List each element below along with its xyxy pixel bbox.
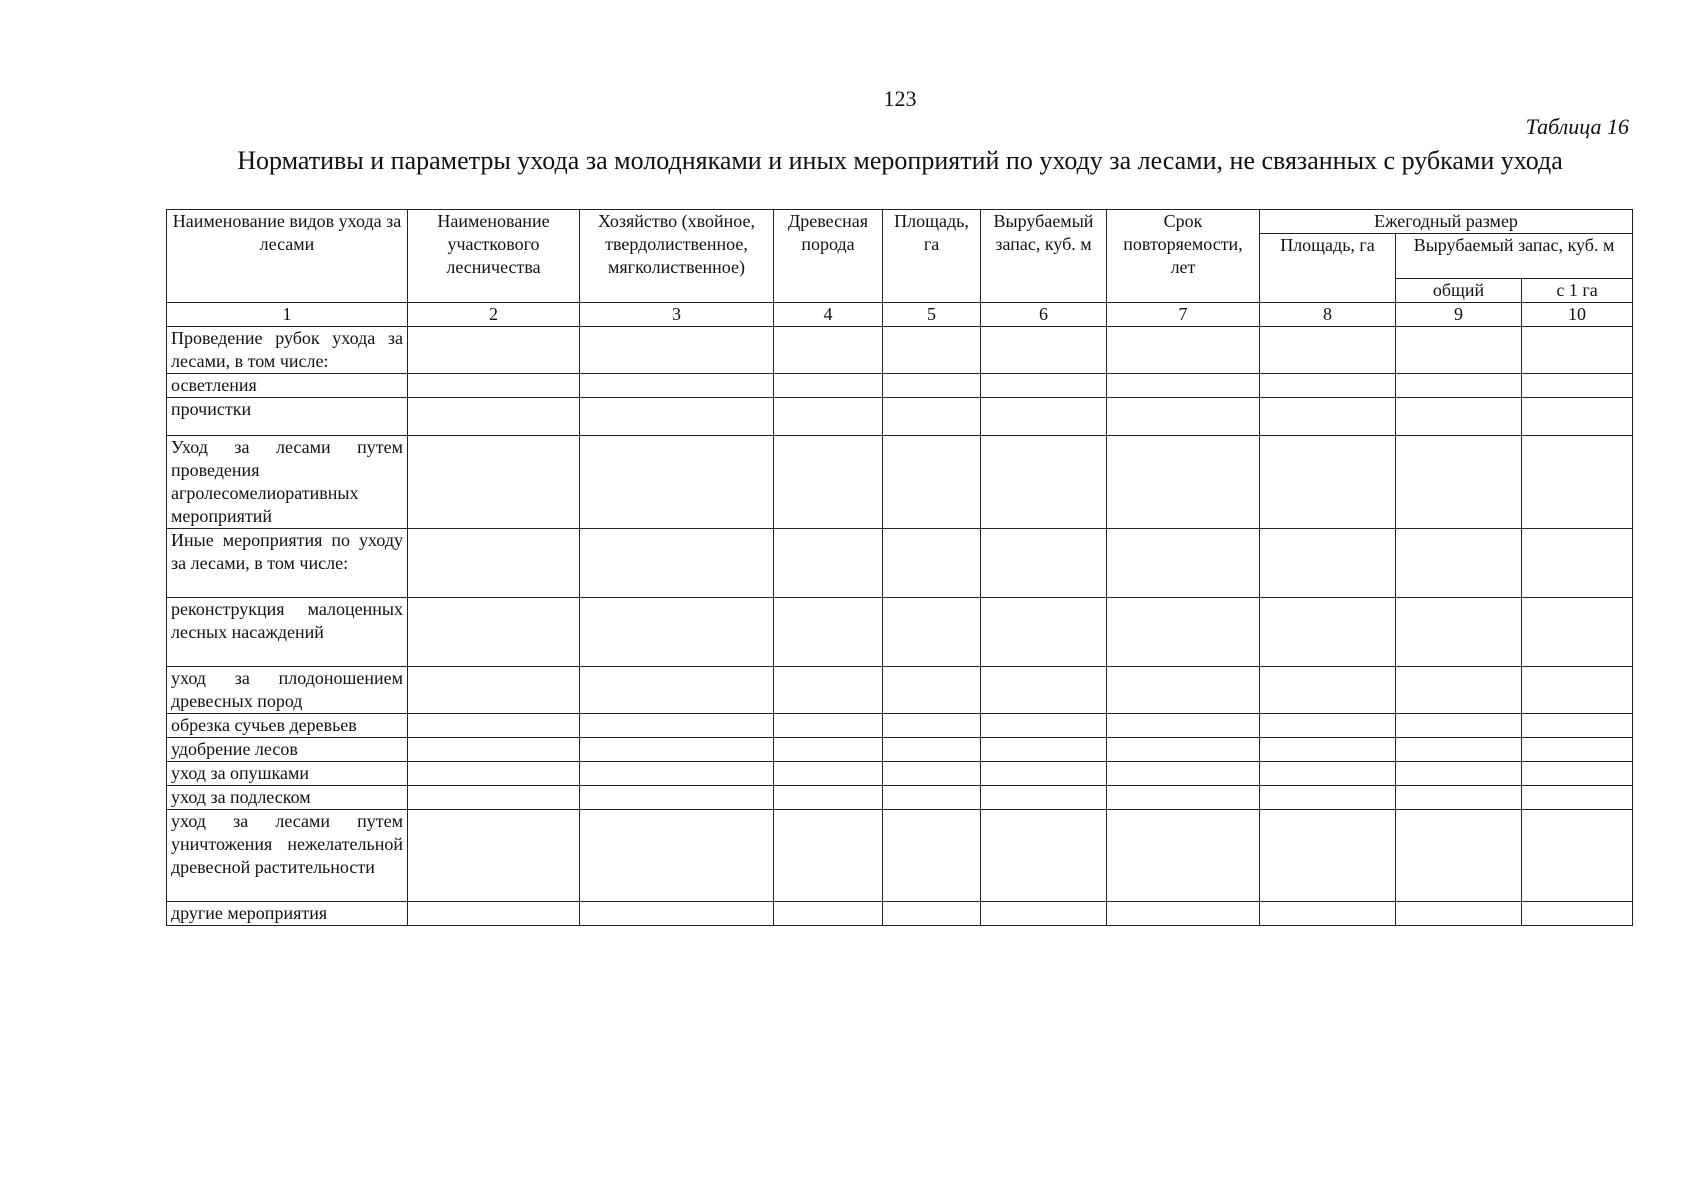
header-cell: с 1 га — [1522, 279, 1633, 303]
empty-cell — [1260, 529, 1396, 598]
row-label: уход за лесами путем уничтожения нежелательной древесной растительности — [167, 810, 408, 902]
row-label: уход за опушками — [167, 762, 408, 786]
empty-cell — [883, 598, 981, 667]
empty-cell — [580, 786, 774, 810]
row-label: реконструкция малоценных лесных насаждений — [167, 598, 408, 667]
empty-cell — [580, 436, 774, 529]
empty-cell — [883, 810, 981, 902]
empty-cell — [1522, 374, 1633, 398]
empty-cell — [1396, 667, 1522, 714]
empty-cell — [1107, 902, 1260, 926]
empty-cell — [883, 667, 981, 714]
empty-cell — [1260, 738, 1396, 762]
table-row — [167, 738, 1633, 762]
empty-cell — [883, 786, 981, 810]
empty-cell — [1522, 902, 1633, 926]
empty-cell — [774, 714, 883, 738]
row-label: Иные мероприятия по уходу за лесами, в том числе: — [167, 529, 408, 598]
page-number: 123 — [883, 86, 917, 111]
empty-cell — [1107, 810, 1260, 902]
empty-cell — [580, 714, 774, 738]
empty-cell — [1522, 714, 1633, 738]
empty-cell — [580, 529, 774, 598]
header-cell: Наименование участкового лесничества — [408, 210, 580, 303]
header-cell: Наименование видов ухода за лесами — [167, 210, 408, 303]
empty-cell — [580, 902, 774, 926]
empty-cell — [774, 902, 883, 926]
empty-cell — [408, 529, 580, 598]
table-row — [167, 810, 1633, 902]
empty-cell — [1522, 667, 1633, 714]
row-label: Уход за лесами путем проведения агролесомелиоративных мероприятий — [167, 436, 408, 529]
row-label: осветления — [167, 374, 408, 398]
empty-cell — [580, 810, 774, 902]
empty-cell — [1396, 786, 1522, 810]
table-row — [167, 398, 1633, 436]
empty-cell — [1396, 598, 1522, 667]
empty-cell — [1522, 762, 1633, 786]
column-number: 10 — [1522, 303, 1633, 327]
empty-cell — [1396, 327, 1522, 374]
table-row — [167, 598, 1633, 667]
empty-cell — [580, 398, 774, 436]
empty-cell — [580, 598, 774, 667]
column-number: 3 — [580, 303, 774, 327]
empty-cell — [883, 398, 981, 436]
empty-cell — [1396, 762, 1522, 786]
empty-cell — [774, 762, 883, 786]
empty-cell — [1522, 327, 1633, 374]
empty-cell — [774, 529, 883, 598]
empty-cell — [408, 374, 580, 398]
empty-cell — [981, 436, 1107, 529]
empty-cell — [981, 902, 1107, 926]
empty-cell — [774, 327, 883, 374]
empty-cell — [1260, 786, 1396, 810]
empty-cell — [883, 436, 981, 529]
empty-cell — [1396, 810, 1522, 902]
empty-cell — [883, 762, 981, 786]
table-label: Таблица 16 — [1525, 114, 1629, 139]
empty-cell — [408, 762, 580, 786]
empty-cell — [1260, 667, 1396, 714]
empty-cell — [1522, 786, 1633, 810]
header-cell: Древесная порода — [774, 210, 883, 303]
empty-cell — [981, 762, 1107, 786]
empty-cell — [580, 327, 774, 374]
row-label: Проведение рубок ухода за лесами, в том числе: — [167, 327, 408, 374]
empty-cell — [1522, 436, 1633, 529]
header-cell: Площадь, га — [883, 210, 981, 303]
empty-cell — [1107, 398, 1260, 436]
empty-cell — [1260, 902, 1396, 926]
empty-cell — [1396, 436, 1522, 529]
column-number: 2 — [408, 303, 580, 327]
row-label: другие мероприятия — [167, 902, 408, 926]
empty-cell — [408, 810, 580, 902]
empty-cell — [981, 714, 1107, 738]
row-label: уход за подлеском — [167, 786, 408, 810]
empty-cell — [408, 786, 580, 810]
empty-cell — [408, 436, 580, 529]
empty-cell — [1522, 810, 1633, 902]
empty-cell — [883, 738, 981, 762]
empty-cell — [408, 327, 580, 374]
empty-cell — [981, 327, 1107, 374]
empty-cell — [981, 738, 1107, 762]
document-title: Нормативы и параметры ухода за молодняками и иных мероприятий по уходу за лесами, не связанных с рубками ухода — [237, 146, 1563, 175]
empty-cell — [981, 598, 1107, 667]
empty-cell — [774, 598, 883, 667]
header-cell-volume: Вырубаемый запас, куб. м — [1396, 234, 1633, 279]
column-number-row — [167, 303, 1633, 327]
empty-cell — [408, 398, 580, 436]
header-cell: Вырубаемый запас, куб. м — [981, 210, 1107, 303]
header-cell: Срок повторяемости, лет — [1107, 210, 1260, 303]
empty-cell — [1107, 786, 1260, 810]
empty-cell — [1522, 598, 1633, 667]
header-cell-annual: Ежегодный размер — [1260, 210, 1633, 234]
row-label: уход за плодоношением древесных пород — [167, 667, 408, 714]
empty-cell — [1396, 738, 1522, 762]
table-row — [167, 529, 1633, 598]
empty-cell — [1260, 327, 1396, 374]
header-cell: Хозяйство (хвойное, твердолиственное, мягколиственное) — [580, 210, 774, 303]
table-row — [167, 786, 1633, 810]
empty-cell — [1260, 714, 1396, 738]
empty-cell — [408, 714, 580, 738]
empty-cell — [1260, 398, 1396, 436]
empty-cell — [408, 598, 580, 667]
empty-cell — [774, 436, 883, 529]
empty-cell — [580, 667, 774, 714]
empty-cell — [1107, 667, 1260, 714]
empty-cell — [1260, 374, 1396, 398]
empty-cell — [774, 398, 883, 436]
empty-cell — [1107, 436, 1260, 529]
empty-cell — [774, 786, 883, 810]
empty-cell — [1107, 762, 1260, 786]
table-row — [167, 436, 1633, 529]
table-row — [167, 714, 1633, 738]
empty-cell — [1107, 374, 1260, 398]
empty-cell — [1107, 327, 1260, 374]
empty-cell — [883, 714, 981, 738]
empty-cell — [1260, 436, 1396, 529]
empty-cell — [580, 374, 774, 398]
empty-cell — [774, 810, 883, 902]
column-number: 5 — [883, 303, 981, 327]
row-label: обрезка сучьев деревьев — [167, 714, 408, 738]
empty-cell — [981, 786, 1107, 810]
empty-cell — [1107, 598, 1260, 667]
empty-cell — [1107, 714, 1260, 738]
table-row — [167, 667, 1633, 714]
column-number: 6 — [981, 303, 1107, 327]
empty-cell — [580, 762, 774, 786]
empty-cell — [1260, 762, 1396, 786]
row-label: удобрение лесов — [167, 738, 408, 762]
column-number: 9 — [1396, 303, 1522, 327]
empty-cell — [1260, 598, 1396, 667]
empty-cell — [408, 902, 580, 926]
empty-cell — [981, 374, 1107, 398]
empty-cell — [774, 667, 883, 714]
empty-cell — [1396, 398, 1522, 436]
empty-cell — [774, 374, 883, 398]
empty-cell — [774, 738, 883, 762]
empty-cell — [883, 902, 981, 926]
table-row — [167, 327, 1633, 374]
empty-cell — [1522, 529, 1633, 598]
empty-cell — [1522, 738, 1633, 762]
empty-cell — [981, 667, 1107, 714]
empty-cell — [883, 374, 981, 398]
empty-cell — [1260, 810, 1396, 902]
empty-cell — [981, 810, 1107, 902]
empty-cell — [408, 738, 580, 762]
column-number: 1 — [167, 303, 408, 327]
empty-cell — [580, 738, 774, 762]
header-cell: общий — [1396, 279, 1522, 303]
table-row — [167, 902, 1633, 926]
row-label: прочистки — [167, 398, 408, 436]
empty-cell — [1396, 714, 1522, 738]
empty-cell — [1396, 529, 1522, 598]
empty-cell — [1396, 902, 1522, 926]
table-row — [167, 762, 1633, 786]
column-number: 8 — [1260, 303, 1396, 327]
empty-cell — [883, 529, 981, 598]
empty-cell — [981, 398, 1107, 436]
norms-table — [166, 209, 1633, 926]
empty-cell — [1396, 374, 1522, 398]
empty-cell — [408, 667, 580, 714]
column-number: 7 — [1107, 303, 1260, 327]
empty-cell — [1107, 529, 1260, 598]
empty-cell — [1522, 398, 1633, 436]
column-number: 4 — [774, 303, 883, 327]
empty-cell — [1107, 738, 1260, 762]
empty-cell — [883, 327, 981, 374]
header-cell: Площадь, га — [1260, 234, 1396, 303]
table-row — [167, 374, 1633, 398]
empty-cell — [981, 529, 1107, 598]
